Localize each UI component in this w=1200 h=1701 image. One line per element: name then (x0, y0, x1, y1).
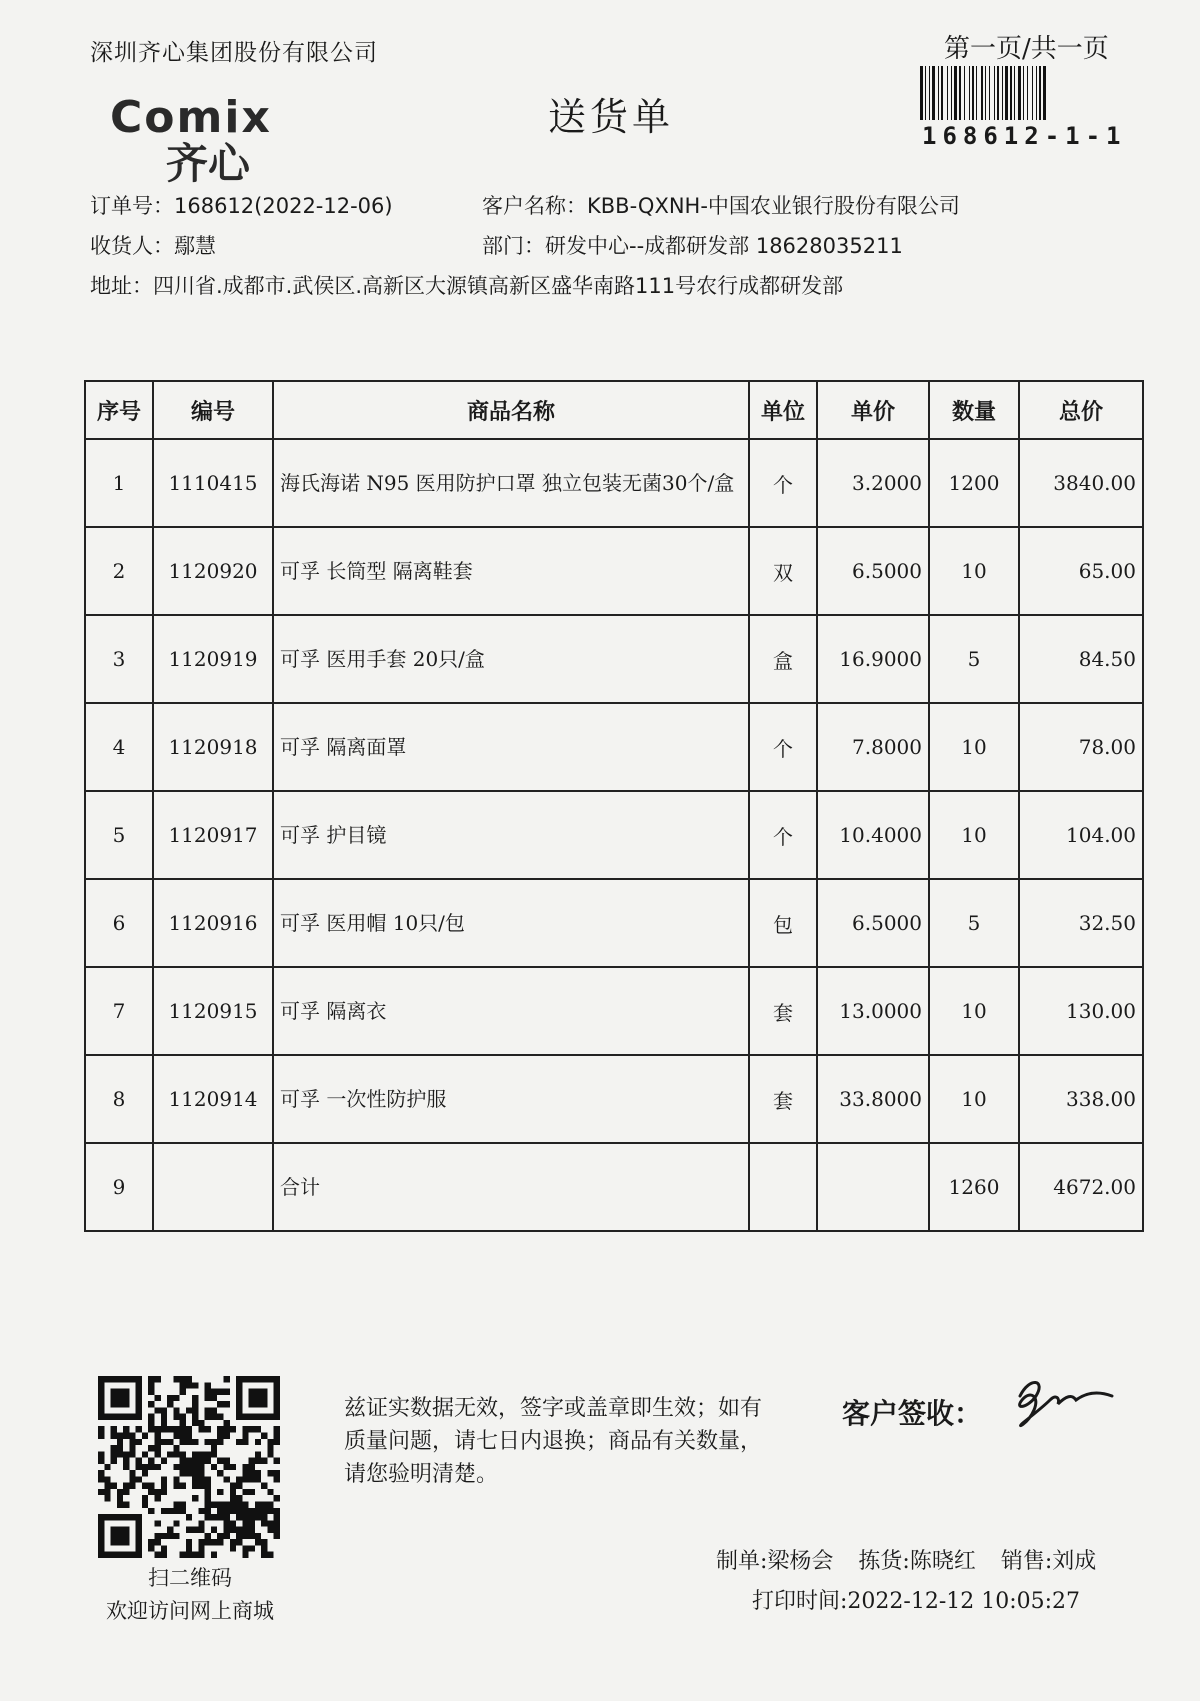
table-row (85, 1143, 1143, 1231)
cell-total: 104.00 (1019, 791, 1143, 879)
cell-qty: 10 (929, 703, 1019, 791)
cell-price: 6.5000 (817, 879, 929, 967)
table-row (85, 1055, 1143, 1143)
table-row (85, 967, 1143, 1055)
company-name: 深圳齐心集团股份有限公司 (90, 40, 378, 66)
customer-name: 客户名称：KBB-QXNH-中国农业银行股份有限公司 (482, 194, 960, 218)
cell-price: 10.4000 (817, 791, 929, 879)
cell-total: 78.00 (1019, 703, 1143, 791)
cell-name: 可孚 一次性防护服 (273, 1055, 749, 1143)
cell-total: 130.00 (1019, 967, 1143, 1055)
cell-total: 32.50 (1019, 879, 1143, 967)
cell-code: 1120916 (153, 879, 273, 967)
cell-total: 338.00 (1019, 1055, 1143, 1143)
cell-seq: 5 (85, 791, 153, 879)
cell-seq: 7 (85, 967, 153, 1055)
cell-price (817, 1143, 929, 1231)
cell-code: 1120919 (153, 615, 273, 703)
cell-qty: 10 (929, 1055, 1019, 1143)
cell-qty: 10 (929, 791, 1019, 879)
cell-qty: 10 (929, 527, 1019, 615)
cell-seq: 9 (85, 1143, 153, 1231)
table-row (85, 615, 1143, 703)
qr-caption-line-1: 扫二维码 (148, 1566, 232, 1590)
signature (1000, 1366, 1120, 1446)
picker: 拣货:陈晓红 (858, 1549, 976, 1574)
header-name: 商品名称 (273, 381, 749, 439)
sales: 销售:刘成 (1000, 1549, 1097, 1574)
cell-name: 可孚 隔离面罩 (273, 703, 749, 791)
address: 地址：四川省.成都市.武侯区.高新区大源镇高新区盛华南路111号农行成都研发部 (90, 274, 844, 298)
header-qty: 数量 (929, 381, 1019, 439)
cell-qty: 1200 (929, 439, 1019, 527)
header-unit: 单位 (749, 381, 817, 439)
cell-name: 合计 (273, 1143, 749, 1231)
cell-total: 4672.00 (1019, 1143, 1143, 1231)
cell-code: 1120914 (153, 1055, 273, 1143)
cell-code (153, 1143, 273, 1231)
cell-price: 16.9000 (817, 615, 929, 703)
cell-name: 可孚 医用帽 10只/包 (273, 879, 749, 967)
order-number: 订单号：168612(2022-12-06) (90, 194, 393, 218)
cell-code: 1120917 (153, 791, 273, 879)
cell-unit: 个 (749, 703, 817, 791)
cell-seq: 4 (85, 703, 153, 791)
table-row (85, 879, 1143, 967)
cell-seq: 1 (85, 439, 153, 527)
comix-logo (110, 92, 350, 184)
logo-subtext: 齐心 (166, 139, 251, 184)
cell-unit: 套 (749, 1055, 817, 1143)
document-title: 送货单 (548, 95, 675, 139)
cell-unit: 个 (749, 439, 817, 527)
header-code: 编号 (153, 381, 273, 439)
qr-caption (80, 1562, 300, 1628)
cell-total: 3840.00 (1019, 439, 1143, 527)
qr-code (98, 1376, 280, 1558)
cell-seq: 8 (85, 1055, 153, 1143)
cell-unit: 双 (749, 527, 817, 615)
table-row (85, 703, 1143, 791)
qr-caption-line-2: 欢迎访问网上商城 (106, 1599, 274, 1623)
cell-price: 3.2000 (817, 439, 929, 527)
cell-seq: 6 (85, 879, 153, 967)
cell-total: 84.50 (1019, 615, 1143, 703)
barcode (920, 66, 1134, 120)
cell-unit: 个 (749, 791, 817, 879)
receiver: 收货人：鄢慧 (90, 234, 216, 258)
cell-name: 可孚 隔离衣 (273, 967, 749, 1055)
cell-code: 1110415 (153, 439, 273, 527)
cell-price: 13.0000 (817, 967, 929, 1055)
cell-code: 1120918 (153, 703, 273, 791)
table-header-row (85, 381, 1143, 439)
department: 部门：研发中心--成都研发部 18628035211 (482, 234, 903, 258)
page-indicator: 第一页/共一页 (944, 34, 1109, 64)
table-row (85, 439, 1143, 527)
cell-seq: 3 (85, 615, 153, 703)
logo-text: Comix (110, 92, 272, 143)
cell-name: 海氏海诺 N95 医用防护口罩 独立包装无菌30个/盒 (273, 439, 749, 527)
maker: 制单:梁杨会 (716, 1549, 834, 1574)
customer-sign-label: 客户签收： (842, 1397, 983, 1430)
staff-line (716, 1544, 1114, 1575)
header-seq: 序号 (85, 381, 153, 439)
cell-price: 7.8000 (817, 703, 929, 791)
cell-qty: 10 (929, 967, 1019, 1055)
cell-price: 6.5000 (817, 527, 929, 615)
table-row (85, 527, 1143, 615)
cell-qty: 5 (929, 879, 1019, 967)
cell-name: 可孚 医用手套 20只/盒 (273, 615, 749, 703)
goods-table (84, 380, 1144, 1232)
header-total: 总价 (1019, 381, 1143, 439)
cell-unit (749, 1143, 817, 1231)
cell-total: 65.00 (1019, 527, 1143, 615)
header-price: 单价 (817, 381, 929, 439)
table-row (85, 791, 1143, 879)
cell-price: 33.8000 (817, 1055, 929, 1143)
notice-text: 兹证实数据无效，签字或盖章即生效；如有质量问题，请七日内退换；商品有关数量，请您验明清楚。 (344, 1396, 763, 1487)
barcode-number: 168612-1-1 (922, 122, 1127, 150)
cell-qty: 1260 (929, 1143, 1019, 1231)
cell-qty: 5 (929, 615, 1019, 703)
cell-code: 1120915 (153, 967, 273, 1055)
cell-name: 可孚 长筒型 隔离鞋套 (273, 527, 749, 615)
print-time: 打印时间:2022-12-12 10:05:27 (752, 1589, 1081, 1614)
cell-unit: 盒 (749, 615, 817, 703)
cell-unit: 套 (749, 967, 817, 1055)
cell-seq: 2 (85, 527, 153, 615)
cell-code: 1120920 (153, 527, 273, 615)
cell-unit: 包 (749, 879, 817, 967)
cell-name: 可孚 护目镜 (273, 791, 749, 879)
